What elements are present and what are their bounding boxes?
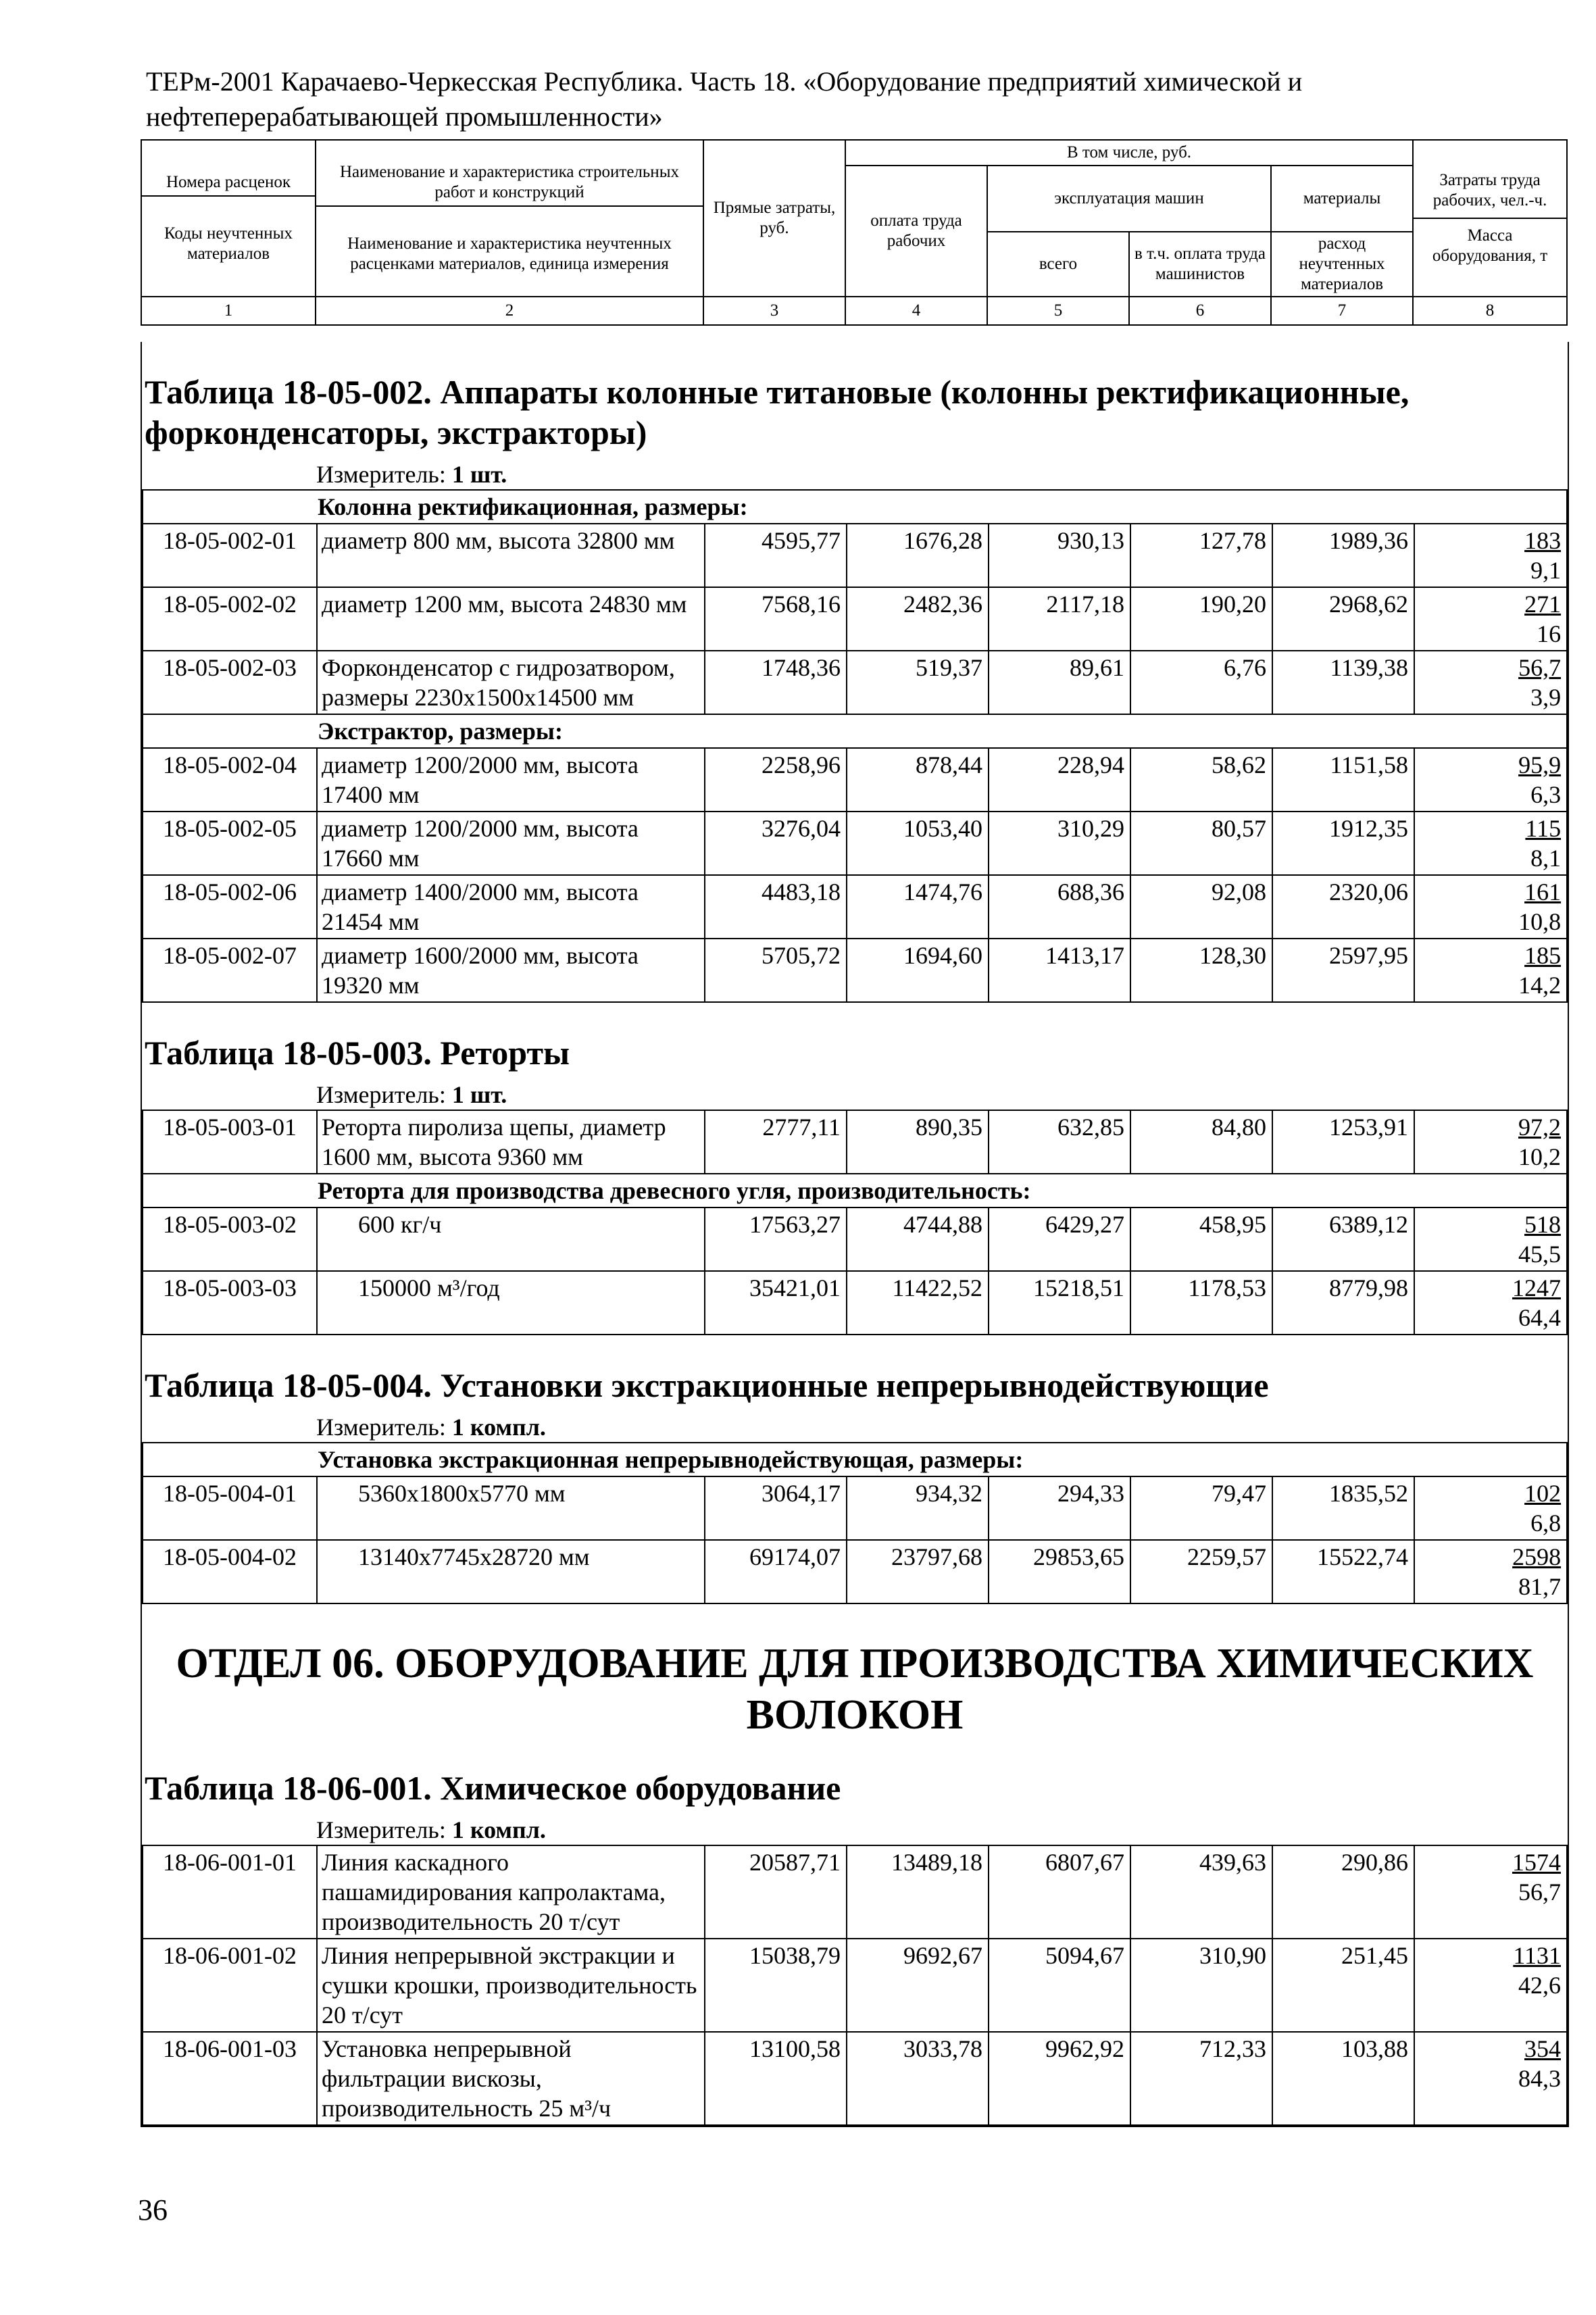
labor-hours: 115 [1525, 815, 1562, 842]
machine-cost: 2117,18 [989, 587, 1130, 651]
col-number: 8 [1413, 297, 1567, 325]
equipment-mass: 14,2 [1518, 972, 1562, 999]
worker-wage: 1053,40 [847, 812, 989, 875]
direct-cost: 7568,16 [705, 587, 847, 651]
operator-wage: 2259,57 [1130, 1540, 1272, 1603]
col5-header: всего [987, 232, 1129, 297]
machine-cost: 9962,92 [989, 2032, 1130, 2125]
col2-header-bottom: Наименование и характеристика неучтенных расценками материалов, единица измерения [347, 234, 672, 273]
labor-mass-cell [1414, 1208, 1567, 1271]
meter-label: Измеритель: [316, 1816, 446, 1843]
rate-code: 18-05-002-06 [143, 875, 317, 939]
table-title: Таблица 18-05-004. Установки экстракционные непрерывнодействующие [145, 1366, 1269, 1404]
worker-wage: 934,32 [847, 1476, 989, 1540]
worker-wage: 890,35 [847, 1110, 989, 1174]
col-number: 2 [316, 297, 703, 325]
price-tables [141, 342, 1569, 2127]
worker-wage: 23797,68 [847, 1540, 989, 1603]
labor-mass-cell [1414, 1540, 1567, 1603]
worker-wage: 11422,52 [847, 1271, 989, 1335]
operator-wage: 80,57 [1130, 812, 1272, 875]
rates-table [142, 1845, 1568, 2126]
table-row [143, 1939, 1567, 2032]
labor-hours: 518 [1524, 1211, 1561, 1238]
col2-header [316, 140, 703, 297]
materials-cost: 1989,36 [1272, 524, 1414, 587]
direct-cost: 4483,18 [705, 875, 847, 939]
col8-header-top: Затраты труда рабочих, чел.-ч. [1414, 168, 1566, 219]
col2-header-top: Наименование и характеристика строительных работ и конструкций [316, 159, 703, 207]
equipment-mass: 81,7 [1518, 1573, 1562, 1600]
rate-code: 18-05-002-01 [143, 524, 317, 587]
operator-wage: 310,90 [1130, 1939, 1272, 2032]
equipment-mass: 56,7 [1518, 1878, 1561, 1906]
operator-wage: 127,78 [1130, 524, 1272, 587]
machine-cost: 6807,67 [989, 1845, 1130, 1939]
materials-cost: 15522,74 [1272, 1540, 1414, 1603]
machine-cost: 632,85 [989, 1110, 1130, 1174]
labor-mass-cell [1414, 651, 1567, 714]
table-row [143, 1110, 1567, 1174]
meter-line [142, 1412, 1568, 1442]
rate-code: 18-05-004-01 [143, 1476, 317, 1540]
equipment-mass: 3,9 [1530, 684, 1562, 711]
labor-hours: 56,7 [1518, 654, 1562, 681]
labor-hours: 1131 [1513, 1942, 1561, 1969]
equipment-mass: 10,8 [1518, 908, 1562, 935]
rate-code: 18-05-002-03 [143, 651, 317, 714]
materials-header: материалы [1271, 166, 1413, 232]
rate-code: 18-05-002-05 [143, 812, 317, 875]
rate-code: 18-05-002-07 [143, 939, 317, 1002]
machine-cost: 15218,51 [989, 1271, 1130, 1335]
direct-cost: 3276,04 [705, 812, 847, 875]
labor-mass-cell [1414, 1845, 1567, 1939]
meter-label: Измеритель: [316, 1414, 446, 1441]
operator-wage: 84,80 [1130, 1110, 1272, 1174]
rate-name: Линия непрерывной экстракции и сушки крошки, производительность 20 т/сут [317, 1939, 705, 2032]
col-number: 7 [1271, 297, 1413, 325]
machine-cost: 89,61 [989, 651, 1130, 714]
equipment-mass: 6,3 [1530, 781, 1562, 808]
rate-name: 13140x7745x28720 мм [317, 1540, 705, 1603]
column-header-table [141, 139, 1568, 326]
machine-cost: 930,13 [989, 524, 1130, 587]
rate-name: диаметр 1400/2000 мм, высота 21454 мм [317, 875, 705, 939]
labor-hours: 102 [1524, 1480, 1562, 1507]
rate-name: диаметр 1200/2000 мм, высота 17400 мм [317, 748, 705, 812]
rate-name: диаметр 1200 мм, высота 24830 мм [317, 587, 705, 651]
table-title: Таблица 18-05-003. Реторты [145, 1034, 570, 1072]
equipment-mass: 45,5 [1518, 1241, 1561, 1268]
machine-cost: 6429,27 [989, 1208, 1130, 1271]
worker-wage: 3033,78 [847, 2032, 989, 2125]
materials-cost: 1835,52 [1272, 1476, 1414, 1540]
direct-cost: 15038,79 [705, 1939, 847, 2032]
materials-cost: 1139,38 [1272, 651, 1414, 714]
materials-cost: 103,88 [1272, 2032, 1414, 2125]
labor-mass-cell [1414, 812, 1567, 875]
rate-name: Линия каскадного пашамидирования капролактама, производительность 20 т/сут [317, 1845, 705, 1939]
direct-cost: 5705,72 [705, 939, 847, 1002]
materials-cost: 251,45 [1272, 1939, 1414, 2032]
meter-value: 1 шт. [451, 461, 507, 488]
rate-name: 150000 м³/год [317, 1271, 705, 1335]
materials-cost: 2968,62 [1272, 587, 1414, 651]
table-row [143, 875, 1567, 939]
rate-name: диаметр 800 мм, высота 32800 мм [317, 524, 705, 587]
rate-code: 18-06-001-03 [143, 2032, 317, 2125]
rate-code: 18-05-002-04 [143, 748, 317, 812]
direct-cost: 4595,77 [705, 524, 847, 587]
operator-wage: 458,95 [1130, 1208, 1272, 1271]
direct-cost: 2777,11 [705, 1110, 847, 1174]
col3-header: Прямые затраты, руб. [703, 140, 845, 297]
materials-cost: 2320,06 [1272, 875, 1414, 939]
table-row [143, 524, 1567, 587]
worker-wage: 13489,18 [847, 1845, 989, 1939]
labor-hours: 97,2 [1518, 1114, 1561, 1141]
materials-cost: 1151,58 [1272, 748, 1414, 812]
table-row [143, 1540, 1567, 1603]
table-row [143, 1208, 1567, 1271]
equipment-mass: 8,1 [1530, 845, 1562, 872]
col8-header-bottom: Масса оборудования, т [1432, 226, 1548, 265]
col1-header-bottom: Коды неучтенных материалов [164, 224, 293, 263]
labor-hours: 354 [1524, 2035, 1561, 2062]
operator-wage: 6,76 [1130, 651, 1272, 714]
machine-cost: 294,33 [989, 1476, 1130, 1540]
labor-mass-cell [1414, 1110, 1567, 1174]
rates-table [142, 489, 1568, 1003]
rate-code: 18-06-001-01 [143, 1845, 317, 1939]
materials-cost: 8779,98 [1272, 1271, 1414, 1335]
rate-code: 18-05-003-03 [143, 1271, 317, 1335]
direct-cost: 2258,96 [705, 748, 847, 812]
operator-wage: 58,62 [1130, 748, 1272, 812]
operator-wage: 190,20 [1130, 587, 1272, 651]
direct-cost: 35421,01 [705, 1271, 847, 1335]
materials-cost: 1253,91 [1272, 1110, 1414, 1174]
table-row [143, 939, 1567, 1002]
materials-cost: 290,86 [1272, 1845, 1414, 1939]
labor-mass-cell [1414, 748, 1567, 812]
labor-mass-cell [1414, 939, 1567, 1002]
group-header-row: Колонна ректификационная, размеры: [143, 490, 1567, 524]
rates-table [142, 1442, 1568, 1604]
labor-hours: 2598 [1512, 1543, 1562, 1570]
table-row [143, 1271, 1567, 1335]
rate-code: 18-05-004-02 [143, 1540, 317, 1603]
col8-header [1413, 140, 1567, 297]
equipment-mass: 42,6 [1518, 1972, 1561, 1999]
table-row [143, 651, 1567, 714]
worker-wage: 1474,76 [847, 875, 989, 939]
labor-hours: 1574 [1512, 1849, 1561, 1876]
table-title: Таблица 18-05-002. Аппараты колонные титановые (колонны ректификационные, форконденсаторы, экстракторы) [145, 373, 1410, 451]
rate-name: 5360x1800x5770 мм [317, 1476, 705, 1540]
col-number: 4 [845, 297, 987, 325]
rate-name: Реторта пиролиза щепы, диаметр 1600 мм, высота 9360 мм [317, 1110, 705, 1174]
worker-wage: 2482,36 [847, 587, 989, 651]
table-row [143, 2032, 1567, 2125]
machine-cost: 1413,17 [989, 939, 1130, 1002]
labor-mass-cell [1414, 1271, 1567, 1335]
table-row [143, 1845, 1567, 1939]
rate-name: Установка непрерывной фильтрации вискозы, производительность 25 м³/ч [317, 2032, 705, 2125]
labor-hours: 183 [1524, 527, 1562, 554]
rate-name: Форконденсатор с гидрозатвором, размеры 2230x1500x14500 мм [317, 651, 705, 714]
group-header-row: Установка экстракционная непрерывнодействующая, размеры: [143, 1443, 1567, 1476]
equipment-mass: 84,3 [1518, 2065, 1561, 2092]
rates-table [142, 1110, 1568, 1335]
direct-cost: 3064,17 [705, 1476, 847, 1540]
labor-hours: 161 [1524, 878, 1562, 905]
group-header-row: Реторта для производства древесного угля, производительность: [143, 1174, 1567, 1208]
page-number: 36 [138, 2193, 168, 2226]
worker-wage: 1694,60 [847, 939, 989, 1002]
table-row [143, 748, 1567, 812]
rate-code: 18-05-003-01 [143, 1110, 317, 1174]
rate-name: диаметр 1600/2000 мм, высота 19320 мм [317, 939, 705, 1002]
operator-wage: 128,30 [1130, 939, 1272, 1002]
worker-wage: 9692,67 [847, 1939, 989, 2032]
labor-hours: 185 [1524, 942, 1562, 969]
col6-header: в т.ч. оплата труда машинистов [1129, 232, 1271, 297]
meter-label: Измеритель: [316, 461, 446, 488]
meter-line [142, 1080, 1568, 1110]
machine-cost: 29853,65 [989, 1540, 1130, 1603]
col-number: 1 [141, 297, 316, 325]
direct-cost: 13100,58 [705, 2032, 847, 2125]
materials-cost: 1912,35 [1272, 812, 1414, 875]
machines-header: эксплуатация машин [987, 166, 1271, 232]
table-row [143, 812, 1567, 875]
rate-name: 600 кг/ч [317, 1208, 705, 1271]
table-row [143, 587, 1567, 651]
meter-value: 1 компл. [451, 1816, 546, 1843]
machine-cost: 688,36 [989, 875, 1130, 939]
meter-label: Измеритель: [316, 1081, 446, 1108]
rate-code: 18-06-001-02 [143, 1939, 317, 2032]
labor-mass-cell [1414, 1476, 1567, 1540]
machine-cost: 310,29 [989, 812, 1130, 875]
equipment-mass: 6,8 [1530, 1510, 1562, 1537]
meter-value: 1 компл. [451, 1414, 546, 1441]
labor-mass-cell [1414, 2032, 1567, 2125]
rate-code: 18-05-003-02 [143, 1208, 317, 1271]
direct-cost: 1748,36 [705, 651, 847, 714]
document-header: ТЕРм-2001 Карачаево-Черкесская Республика. Часть 18. «Оборудование предприятий химической и нефтеперерабатывающей промышленности» [146, 66, 1303, 132]
col1-header-top: Номера расценок [142, 170, 315, 197]
worker-wage: 878,44 [847, 748, 989, 812]
col7-header: расход неучтенных материалов [1271, 232, 1413, 297]
operator-wage: 439,63 [1130, 1845, 1272, 1939]
meter-line [142, 1815, 1568, 1845]
direct-cost: 20587,71 [705, 1845, 847, 1939]
worker-wage: 519,37 [847, 651, 989, 714]
operator-wage: 712,33 [1130, 2032, 1272, 2125]
direct-cost: 17563,27 [705, 1208, 847, 1271]
machine-cost: 228,94 [989, 748, 1130, 812]
col-number: 6 [1129, 297, 1271, 325]
equipment-mass: 10,2 [1518, 1143, 1561, 1170]
group-header: В том числе, руб. [845, 140, 1413, 166]
direct-cost: 69174,07 [705, 1540, 847, 1603]
labor-mass-cell [1414, 524, 1567, 587]
col-number: 3 [703, 297, 845, 325]
operator-wage: 1178,53 [1130, 1271, 1272, 1335]
col4-header: оплата труда рабочих [845, 166, 987, 297]
meter-line [142, 459, 1568, 489]
group-header-row: Экстрактор, размеры: [143, 714, 1567, 748]
table-row [143, 1476, 1567, 1540]
col-number: 5 [987, 297, 1129, 325]
meter-value: 1 шт. [451, 1081, 507, 1108]
table-title: Таблица 18-06-001. Химическое оборудование [145, 1769, 841, 1807]
labor-hours: 271 [1524, 591, 1562, 618]
labor-hours: 95,9 [1518, 751, 1562, 778]
machine-cost: 5094,67 [989, 1939, 1130, 2032]
equipment-mass: 64,4 [1518, 1304, 1561, 1331]
rate-code: 18-05-002-02 [143, 587, 317, 651]
equipment-mass: 9,1 [1530, 557, 1562, 584]
materials-cost: 6389,12 [1272, 1208, 1414, 1271]
labor-hours: 1247 [1512, 1274, 1561, 1301]
labor-mass-cell [1414, 1939, 1567, 2032]
worker-wage: 4744,88 [847, 1208, 989, 1271]
worker-wage: 1676,28 [847, 524, 989, 587]
rate-name: диаметр 1200/2000 мм, высота 17660 мм [317, 812, 705, 875]
col1-header [141, 140, 316, 297]
materials-cost: 2597,95 [1272, 939, 1414, 1002]
operator-wage: 92,08 [1130, 875, 1272, 939]
equipment-mass: 16 [1537, 620, 1562, 647]
section-heading: ОТДЕЛ 06. ОБОРУДОВАНИЕ ДЛЯ ПРОИЗВОДСТВА ХИМИЧЕСКИХ ВОЛОКОН [176, 1641, 1534, 1738]
labor-mass-cell [1414, 587, 1567, 651]
labor-mass-cell [1414, 875, 1567, 939]
operator-wage: 79,47 [1130, 1476, 1272, 1540]
